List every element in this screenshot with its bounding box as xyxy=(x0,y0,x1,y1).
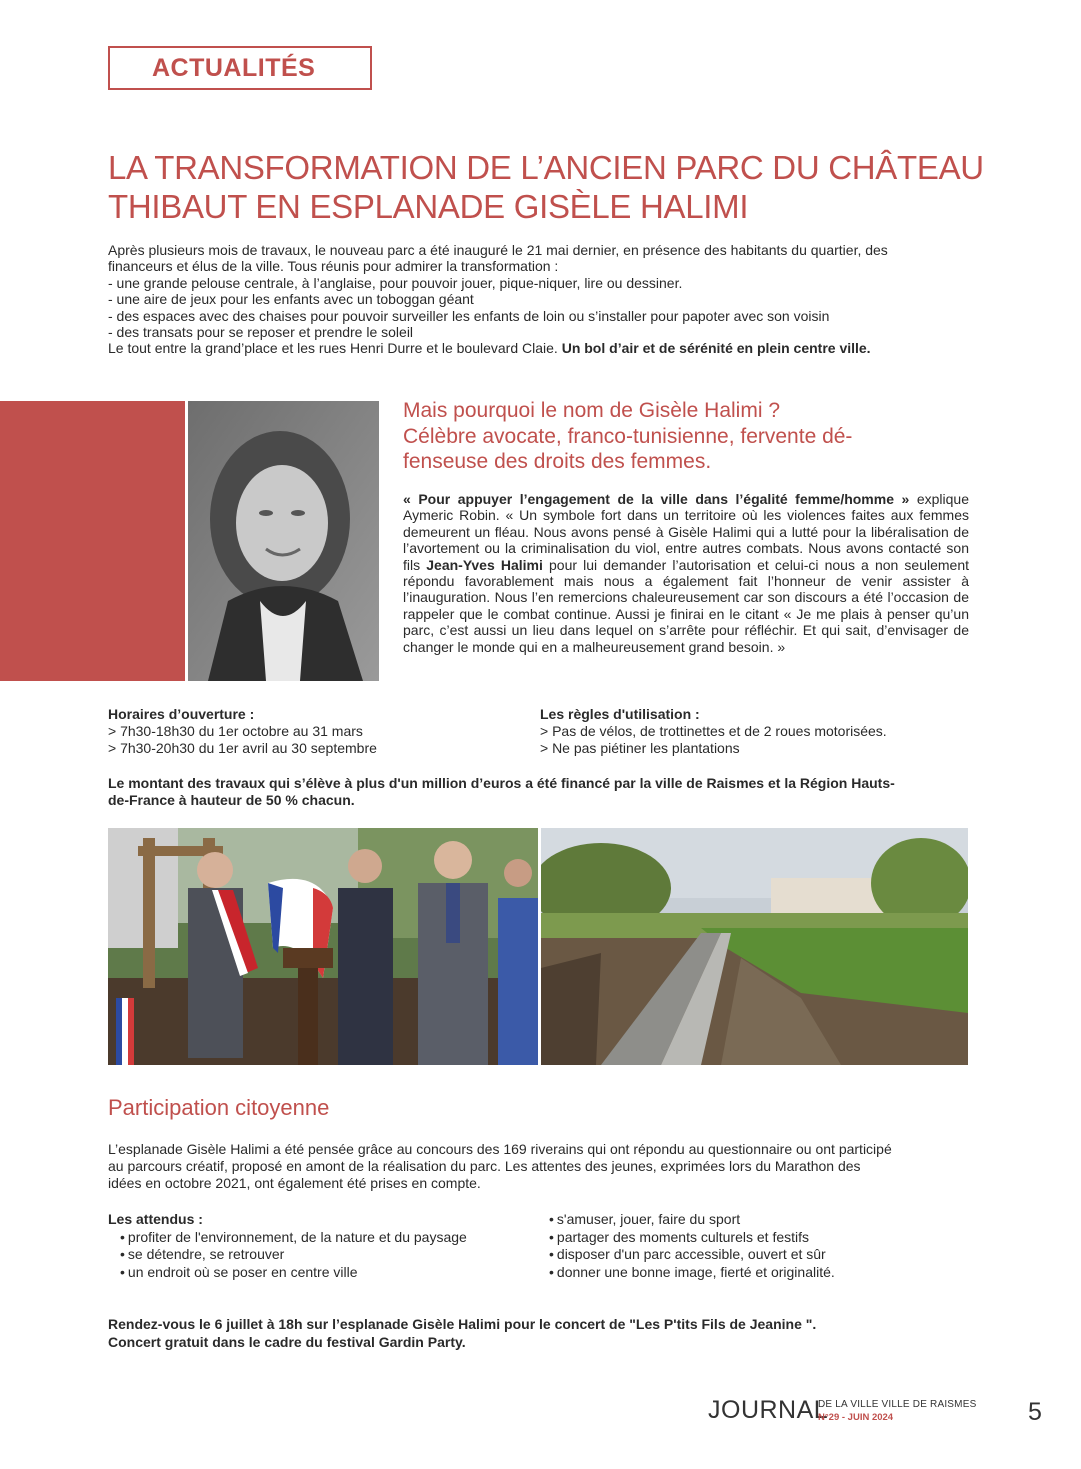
halimi-quote xyxy=(403,491,969,655)
intro-line: - une grande pelouse centrale, à l’anglaise, pour pouvoir jouer, pique-niquer, lire ou dessiner. xyxy=(108,274,683,291)
inauguration-illustration xyxy=(108,828,538,1065)
list-item: • s'amuser, jouer, faire du sport xyxy=(549,1211,979,1229)
usage-rules-line: > Ne pas piétiner les plantations xyxy=(540,740,740,756)
halimi-heading-line: fenseuse des droits des femmes. xyxy=(403,450,712,473)
article-title-line-2: THIBAUT EN ESPLANADE GISÈLE HALIMI xyxy=(108,188,749,225)
quote-part-2: pour lui demander l’autorisation et celui-ci nous a non seulement répondu favorablement mais nous a également fait l’honneur de venir assister à l’inauguration. Nous l’en remercions chaleureusement car son discours a été l’occasion de rappeler que le combat continue. Aussi je finirai en le citant « Je me plais à penser qu’un parc, c’est aussi un lieu dans lequel on s’arrête pour réfléchir. Et qui sait, d’envisager de changer le monde qui en a malheureusement grand besoin. » xyxy=(403,556,970,655)
list-item: • profiter de l'environnement, de la nature et du paysage xyxy=(120,1229,538,1247)
intro-line-last xyxy=(108,340,978,356)
footer-issue: N°29 - JUIN 2024 xyxy=(818,1412,894,1423)
expectations-left xyxy=(108,1211,538,1281)
opening-hours-label: Horaires d’ouverture : xyxy=(108,706,255,722)
quote-part-1: explique Aymeric Robin. « Un symbole fort dans un territoire où les violences faites aux femmes demeurent un fléau. Nous avons pensé à Gisèle Halimi qui a lutté pour la libéralisation de l’avortement ou la criminalisation du viol, entre autres combats. Nous avons contacté son fils xyxy=(403,491,969,573)
section-tag: ACTUALITÉS xyxy=(108,46,372,90)
participation-line: au parcours créatif, proposé en amont de la réalisation du parc. Les attentes des jeunes, exprimées lors du Marathon des xyxy=(108,1158,861,1174)
intro-last-text: Le tout entre la grand’place et les rues Henri Durre et le boulevard Claie. xyxy=(108,340,558,357)
intro-last-bold: Un bol d’air et de sérénité en plein centre ville. xyxy=(561,340,871,357)
accent-block xyxy=(0,401,185,681)
inauguration-photo xyxy=(108,828,538,1065)
portrait-illustration xyxy=(188,401,379,681)
usage-rules-line: > Pas de vélos, de trottinettes et de 2 roues motorisées. xyxy=(540,723,887,739)
funding-note xyxy=(108,775,978,809)
participation-body xyxy=(108,1141,978,1192)
participation-line: L’esplanade Gisèle Halimi a été pensée grâce au concours des 169 riverains qui ont répondu au questionnaire ou ont participé xyxy=(108,1141,892,1157)
list-item: • se détendre, se retrouver xyxy=(120,1246,538,1264)
list-item: • partager des moments culturels et festifs xyxy=(549,1229,979,1247)
article-intro xyxy=(108,242,978,357)
expectations-label: Les attendus : xyxy=(108,1211,203,1227)
list-item: • disposer d'un parc accessible, ouvert et sûr xyxy=(549,1246,979,1264)
intro-line: - des transats pour se reposer et prendre le soleil xyxy=(108,324,414,341)
quote-son-name: Jean-Yves Halimi xyxy=(426,556,543,573)
usage-rules-label: Les règles d'utilisation : xyxy=(540,706,700,722)
intro-line: financeurs et élus de la ville. Tous réunis pour admirer la transformation : xyxy=(108,258,559,275)
halimi-heading xyxy=(403,398,983,475)
usage-rules xyxy=(540,706,980,757)
opening-hours xyxy=(108,706,528,757)
article-title-line-1: LA TRANSFORMATION DE L’ANCIEN PARC DU CHÂTEAU xyxy=(108,149,984,186)
halimi-heading-line: Célèbre avocate, franco-tunisienne, fervente dé- xyxy=(403,424,853,448)
quote-lead: « Pour appuyer l’engagement de la ville dans l’égalité femme/homme » xyxy=(403,491,910,507)
page-number: 5 xyxy=(1028,1398,1042,1426)
list-item: • donner une bonne image, fierté et originalité. xyxy=(549,1264,979,1282)
intro-line: - des espaces avec des chaises pour pouvoir surveiller les enfants de loin ou s’installer pour papoter avec son voisin xyxy=(108,307,830,324)
halimi-heading-line: Mais pourquoi le nom de Gisèle Halimi ? xyxy=(403,399,781,422)
park-illustration xyxy=(541,828,968,1065)
opening-hours-line: > 7h30-18h30 du 1er octobre au 31 mars xyxy=(108,723,363,739)
rendezvous-note xyxy=(108,1316,978,1351)
article-title xyxy=(108,148,1008,226)
funding-line: Le montant des travaux qui s’élève à plus d'un million d’euros a été financé par la ville de Raismes et la Région Hauts- xyxy=(108,775,895,791)
opening-hours-line: > 7h30-20h30 du 1er avril au 30 septembre xyxy=(108,740,377,756)
portrait-photo xyxy=(188,401,379,681)
expectations-right xyxy=(549,1211,979,1281)
expectations-list-right xyxy=(549,1211,979,1281)
footer-subtitle: DE LA VILLE VILLE DE RAISMES xyxy=(818,1399,977,1410)
participation-heading: Participation citoyenne xyxy=(108,1095,330,1120)
participation-line: idées en octobre 2021, ont également été prises en compte. xyxy=(108,1175,481,1191)
list-item: • un endroit où se poser en centre ville xyxy=(120,1264,538,1282)
rendezvous-line: Concert gratuit dans le cadre du festival Gardin Party. xyxy=(108,1333,466,1350)
park-photo xyxy=(541,828,968,1065)
expectations-list-left xyxy=(108,1229,538,1282)
footer-journal-title: JOURNAL xyxy=(708,1396,829,1424)
rendezvous-line: Rendez-vous le 6 juillet à 18h sur l’esplanade Gisèle Halimi pour le concert de "Les P'tits Fils de Jeanine ". xyxy=(108,1316,817,1332)
intro-line: Après plusieurs mois de travaux, le nouveau parc a été inauguré le 21 mai dernier, en présence des habitants du quartier, des xyxy=(108,242,888,258)
intro-line: - une aire de jeux pour les enfants avec un toboggan géant xyxy=(108,291,474,308)
funding-line: de-France à hauteur de 50 % chacun. xyxy=(108,792,355,808)
